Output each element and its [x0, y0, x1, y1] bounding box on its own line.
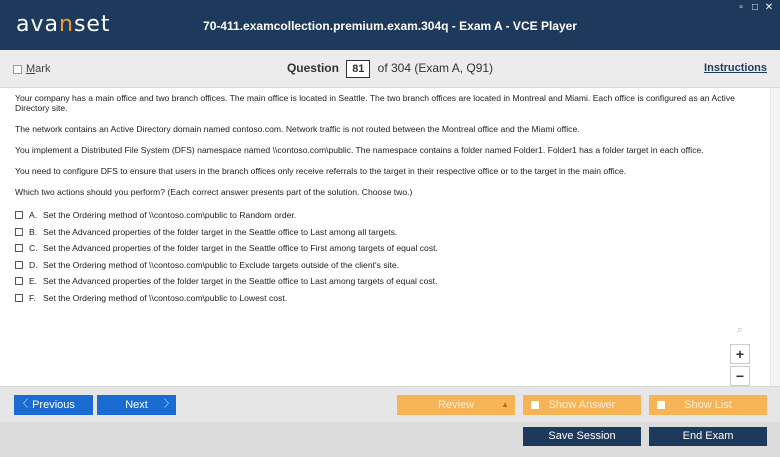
zoom-out-button[interactable]: −	[730, 366, 750, 386]
app-logo: avanset	[16, 12, 111, 37]
instructions-link[interactable]: Instructions	[704, 62, 767, 74]
answer-option-e[interactable]: E. Set the Advanced properties of the folder target in the Seattle office to Last among targets of equal cost.	[15, 273, 760, 290]
show-answer-checkbox[interactable]	[531, 401, 539, 409]
answer-option-c[interactable]: C. Set the Advanced properties of the folder target in the Seattle office to First among targets of equal cost.	[15, 240, 760, 257]
answer-options	[15, 207, 760, 306]
bottom-bar	[0, 422, 780, 457]
chevron-left-icon: 〈	[18, 399, 28, 410]
question-paragraph: Which two actions should you perform? (Each correct answer presents part of the solution. Choose two.)	[15, 187, 413, 197]
search-icon[interactable]: ⌕	[736, 324, 744, 336]
option-checkbox[interactable]	[15, 261, 23, 269]
answer-option-d[interactable]: D. Set the Ordering method of \\contoso.com\public to Exclude targets outside of the client's site.	[15, 257, 760, 274]
caret-up-icon: ▲	[501, 400, 509, 409]
window-controls	[736, 3, 774, 13]
minimize-icon[interactable]: ▫	[739, 2, 743, 13]
question-label: Question	[286, 61, 339, 75]
question-paragraph: You need to configure DFS to ensure that users in the branch offices only receive referrals to the target in their respective office or to the target in the main office.	[15, 166, 627, 176]
zoom-in-button[interactable]: +	[730, 344, 750, 364]
vertical-scrollbar[interactable]	[770, 88, 780, 386]
option-checkbox[interactable]	[15, 277, 23, 285]
answer-option-b[interactable]: B. Set the Advanced properties of the folder target in the Seattle office to Last among all targets.	[15, 224, 760, 241]
option-checkbox[interactable]	[15, 244, 23, 252]
chevron-right-icon: 〉	[164, 399, 174, 410]
end-exam-button[interactable]: End Exam	[649, 427, 767, 446]
option-checkbox[interactable]	[15, 211, 23, 219]
question-header-bar	[0, 50, 780, 88]
mark-label[interactable]: Mark	[26, 63, 51, 75]
show-answer-button[interactable]: Show Answer	[523, 395, 641, 415]
question-number-input[interactable]: 81	[346, 60, 370, 78]
next-button[interactable]: Next 〉	[97, 395, 176, 415]
question-indicator	[0, 60, 780, 78]
navigation-bar	[0, 386, 780, 422]
window-title: 70-411.examcollection.premium.exam.304q - Exam A - VCE Player	[203, 19, 577, 33]
close-icon[interactable]: ✕	[764, 2, 774, 13]
option-checkbox[interactable]	[15, 228, 23, 236]
question-content	[15, 93, 760, 306]
save-session-button[interactable]: Save Session	[523, 427, 641, 446]
title-bar	[0, 0, 780, 50]
question-paragraph: The network contains an Active Directory domain named contoso.com. Network traffic is not routed between the Montreal office and the Miami office.	[15, 124, 580, 134]
maximize-icon[interactable]: □	[751, 2, 759, 13]
question-total: of 304 (Exam A, Q91)	[377, 61, 494, 75]
show-list-button[interactable]: Show List	[649, 395, 767, 415]
review-button[interactable]: Review ▲	[397, 395, 515, 415]
answer-option-a[interactable]: A. Set the Ordering method of \\contoso.com\public to Random order.	[15, 207, 760, 224]
zoom-controls	[730, 324, 750, 386]
question-paragraph: Your company has a main office and two branch offices. The main office is located in Seattle. The two branch offices are located in Montreal and Miami. Each office is configured as an Active Directory site.	[15, 93, 735, 113]
option-checkbox[interactable]	[15, 294, 23, 302]
previous-button[interactable]: 〈 Previous	[14, 395, 93, 415]
question-paragraph: You implement a Distributed File System (DFS) namespace named \\contoso.com\public. The namespace contains a folder named Folder1. Folder1 has a folder target in each office.	[15, 145, 704, 155]
answer-option-f[interactable]: F. Set the Ordering method of \\contoso.com\public to Lowest cost.	[15, 290, 760, 307]
show-list-checkbox[interactable]	[657, 401, 665, 409]
